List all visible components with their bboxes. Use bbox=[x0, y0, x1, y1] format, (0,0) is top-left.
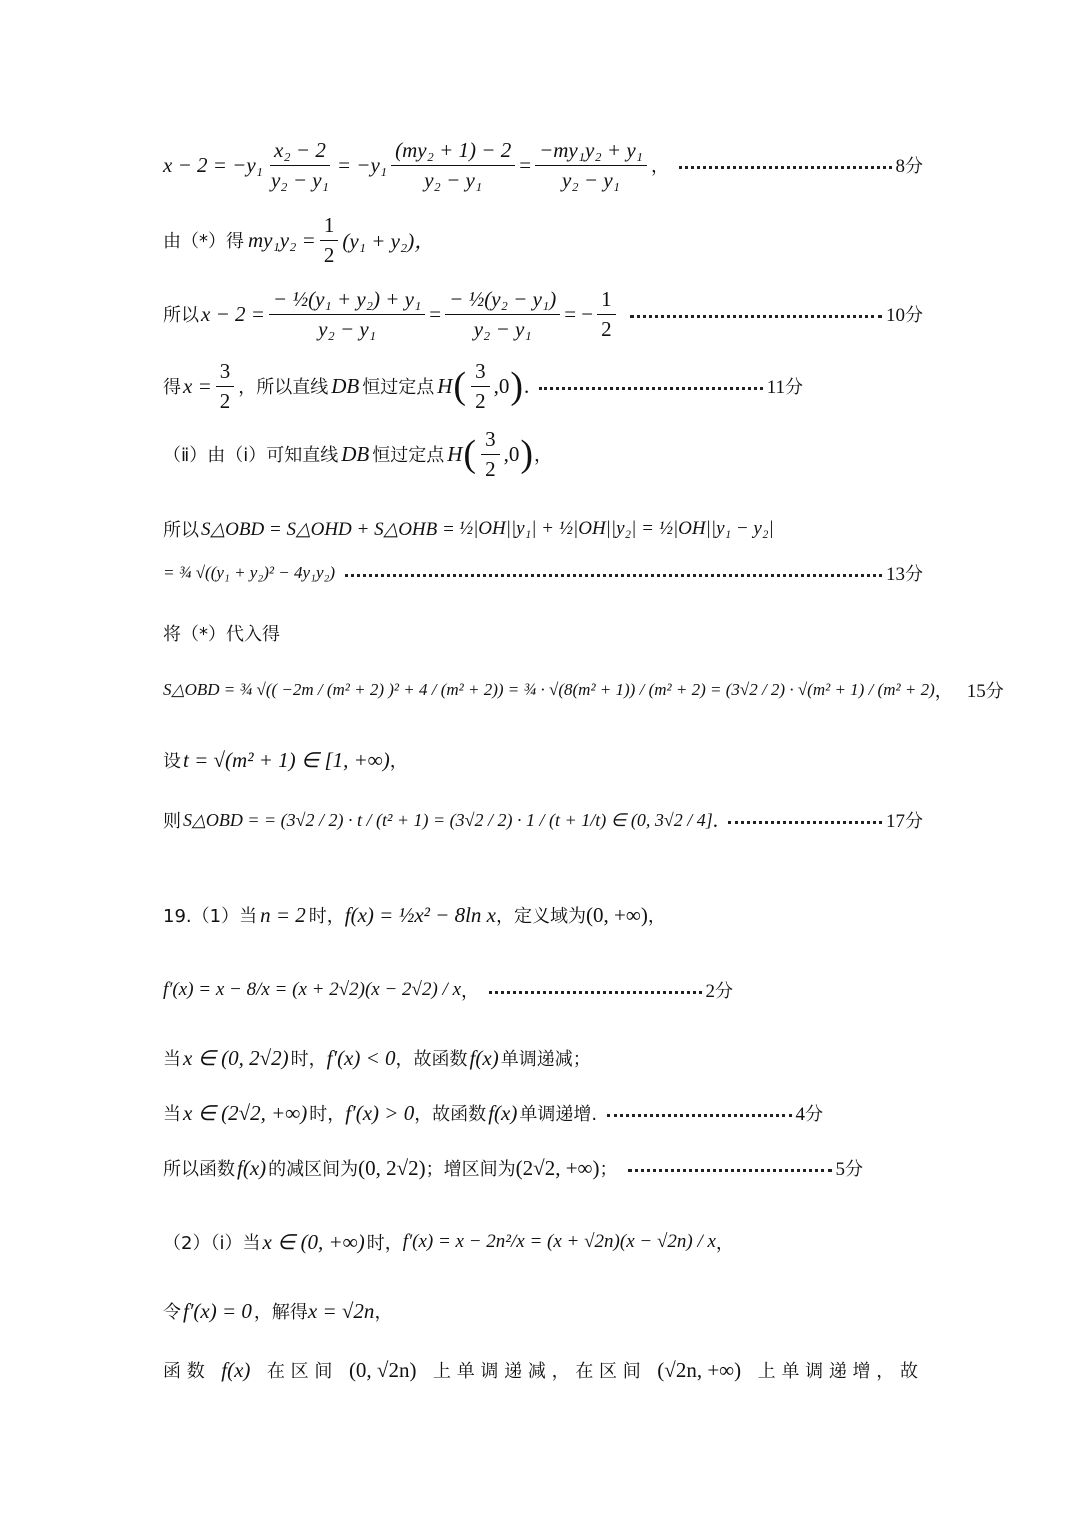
math-expr: ½|OH||y₁| + ½|OH||y₂| = ½|OH||y₁ − y₂| bbox=[458, 518, 774, 539]
line-14: 当 x ∈ (0, 2√2) 时， f′(x) < 0 ，故函数 f(x) 单调递减； bbox=[163, 1045, 591, 1070]
math-expr: = ¾ √((y₁ + y₂)² − 4y₁y₂) bbox=[163, 563, 336, 582]
line-2 bbox=[163, 212, 923, 267]
line-5: （ⅱ）由（ⅰ）可知直线 DB 恒过定点 H ( $\frac{3}{2}$ ,0 ) ， bbox=[163, 426, 552, 481]
math-expr: DB bbox=[341, 441, 370, 466]
leader-dots bbox=[630, 315, 882, 318]
line-9: S△OBD = ¾ √(( −2m / (m² + 2) )² + 4 / (m² + 2)) = ¾ · √(8(m² + 1)) / (m² + 2) = (3√2 / 2) · √(m² + 1) / (m² + 2) ， 15分 bbox=[163, 660, 923, 720]
score-label: 4分 bbox=[795, 1104, 823, 1125]
math-expr: f′(x) = 0 bbox=[183, 1298, 252, 1323]
text: ，所以直线 bbox=[238, 377, 329, 398]
text: 恒过定点 bbox=[372, 445, 445, 466]
math-expr: S△OBD = = (3√2 / 2) · t / (t² + 1) = (3√2 / 2) · 1 / (t + 1/t) ∈ (0, 3√2 / 4] bbox=[183, 809, 713, 830]
line-3: 所以 x − 2 = $\frac{\text{− ½(y₁ + y₂) + y₁}}{\text{y₂ − y₁}}$ = $\frac{\text{− ½(y₂ − y₁)}}{\text{y₂ − y₁}}$ = − $\frac{1}{2}$ 10分 bbox=[163, 286, 923, 341]
math-expr: ,0 bbox=[493, 373, 510, 398]
line-1: x − 2 = −y₁ $\frac{\text{x₂ − 2}}{\text{y₂ − y₁}}$ = −y₁ $\frac{\text{(my₂ + 1) − 2}}{\text{y₂ − y₁}}$ = $\frac{\text{−my₁y₂ + y₁}}{\text{y₂ − y₁}}$ ， 8分 bbox=[163, 137, 923, 192]
fraction: $\frac{\text{− ½(y₂ − y₁)}}{\text{y₂ − y₁}}$ bbox=[445, 287, 560, 342]
math-expr: t = √(m² + 1) ∈ [1, +∞) bbox=[183, 747, 390, 772]
math-expr: (0, √2n) bbox=[348, 1357, 417, 1382]
line-8 bbox=[163, 618, 923, 648]
math-expr: = − bbox=[564, 301, 594, 326]
math-expr: f(x) bbox=[488, 1100, 518, 1125]
math-expr: f(x) bbox=[237, 1155, 267, 1180]
leader-dots bbox=[345, 574, 882, 577]
score-label: 5分 bbox=[835, 1159, 863, 1180]
text: 19.（1）当 bbox=[163, 906, 258, 927]
fraction: $\frac{3}{2}$ bbox=[216, 359, 235, 414]
text: 当 bbox=[163, 1049, 181, 1070]
text: 将（*）代入得 bbox=[163, 624, 280, 645]
fraction: $\frac{\text{− ½(y₁ + y₂) + y₁}}{\text{y₂ − y₁}}$ bbox=[269, 287, 425, 342]
math-expr: S△OBD = S△OHD + S△OHB = bbox=[201, 518, 455, 540]
math-expr: x − 2 = −y₁ bbox=[163, 152, 263, 177]
text: 则 bbox=[163, 811, 181, 832]
text: 设 bbox=[163, 751, 181, 772]
line-17: （2）（ⅰ）当 x ∈ (0, +∞) 时， f′(x) = x − 2n²/x = (x + √2n)(x − √2n) / x ， bbox=[163, 1229, 734, 1254]
math-expr: x ∈ (2√2, +∞) bbox=[183, 1100, 308, 1125]
punct: ， bbox=[650, 156, 669, 177]
score-label: 17分 bbox=[886, 811, 923, 832]
line-15: 当 x ∈ (2√2, +∞) 时， f′(x) > 0 ，故函数 f(x) 单调递增. 4分 bbox=[163, 1100, 823, 1125]
math-expr: f′(x) > 0 bbox=[345, 1100, 415, 1125]
math-expr: n = 2 bbox=[260, 902, 306, 927]
fraction: $\frac{3}{2}$ bbox=[481, 427, 500, 482]
score-label: 11分 bbox=[766, 377, 803, 398]
text: 所以函数 bbox=[163, 1159, 235, 1180]
math-expr: f′(x) = x − 8/x = (x + 2√2)(x − 2√2) / x bbox=[163, 979, 462, 1000]
text: （2）（ⅰ）当 bbox=[163, 1233, 261, 1254]
leader-dots bbox=[607, 1114, 791, 1117]
fraction: $\frac{1}{2}$ bbox=[320, 213, 339, 268]
math-expr: (2√2, +∞) bbox=[515, 1155, 600, 1180]
line-13: f′(x) = x − 8/x = (x + 2√2)(x − 2√2) / x ， 2分 bbox=[163, 979, 733, 1002]
score-label: 2分 bbox=[705, 981, 733, 1002]
line-16: 所以函数 f(x) 的减区间为 (0, 2√2) ；增区间为 (2√2, +∞) ； 5分 bbox=[163, 1155, 863, 1180]
text: 令 bbox=[163, 1302, 181, 1323]
fraction: $\frac{\text{(my₂ + 1) − 2}}{\text{y₂ − y₁}}$ bbox=[391, 138, 515, 193]
math-expr: f(x) bbox=[469, 1045, 499, 1070]
line-11: 则 S△OBD = = (3√2 / 2) · t / (t² + 1) = (3√2 / 2) · 1 / (t + 1/t) ∈ (0, 3√2 / 4] . 17分 bbox=[163, 807, 923, 832]
fraction: $\frac{1}{2}$ bbox=[597, 287, 616, 342]
fraction: $\frac{\text{−my₁y₂ + y₁}}{\text{y₂ − y₁}}$ bbox=[535, 138, 647, 193]
text: 恒过定点 bbox=[362, 377, 435, 398]
math-expr: (0, 2√2) bbox=[358, 1155, 426, 1180]
math-expr: x − 2 = bbox=[201, 301, 265, 326]
leader-dots bbox=[679, 166, 892, 169]
math-expr: x ∈ (0, +∞) bbox=[262, 1229, 365, 1254]
line-19: 函 数 f(x) 在 区 间 (0, √2n) 上 单 调 递 减 ， 在 区 间 (√2n, +∞) 上 单 调 递 增 ， 故 bbox=[163, 1357, 918, 1382]
math-expr: (y₁ + y₂)， bbox=[342, 229, 436, 253]
fraction: $\frac{3}{2}$ bbox=[471, 359, 490, 414]
leader-dots bbox=[628, 1169, 832, 1172]
text: 当 bbox=[163, 1104, 181, 1125]
math-expr: H bbox=[447, 441, 463, 466]
fraction: $\frac{\text{x₂ − 2}}{\text{y₂ − y₁}}$ bbox=[270, 137, 329, 192]
text: 得 bbox=[163, 377, 181, 398]
line-6 bbox=[163, 505, 923, 553]
math-expr: x = √2n bbox=[307, 1298, 375, 1323]
math-expr: (0, +∞) bbox=[586, 902, 648, 927]
leader-dots bbox=[728, 821, 882, 824]
line-10: 设 t = √(m² + 1) ∈ [1, +∞) ， bbox=[163, 747, 408, 772]
text: 所以 bbox=[163, 520, 199, 541]
score-label: 15分 bbox=[966, 681, 1004, 702]
text: （ⅱ）由（ⅰ）可知直线 bbox=[163, 445, 339, 466]
text: 所以 bbox=[163, 305, 199, 326]
leader-dots bbox=[539, 387, 762, 390]
text: 由（*）得 bbox=[163, 231, 244, 252]
math-expr: x ∈ (0, 2√2) bbox=[183, 1045, 289, 1070]
math-expr: DB bbox=[331, 373, 360, 398]
line-18: 令 f′(x) = 0 ，解得 x = √2n ， bbox=[163, 1298, 393, 1323]
math-expr: f(x) = ½x² − 8ln x bbox=[344, 902, 497, 927]
score-label: 10分 bbox=[886, 305, 923, 326]
text: 函 数 bbox=[163, 1361, 205, 1382]
leader-dots bbox=[489, 991, 701, 994]
line-4: 得 x = $\frac{3}{2}$ ，所以直线 DB 恒过定点 H ( $\frac{3}{2}$ ,0 ) . 11分 bbox=[163, 358, 803, 413]
math-expr: f(x) bbox=[221, 1357, 251, 1382]
line-12: 19.（1）当 n = 2 时， f(x) = ½x² − 8ln x ，定义域为 (0, +∞) ， bbox=[163, 902, 666, 927]
math-expr: H bbox=[437, 373, 453, 398]
math-expr: (√2n, +∞) bbox=[657, 1357, 742, 1382]
math-expr: = −y₁ bbox=[336, 152, 388, 177]
math-expr: ,0 bbox=[503, 441, 520, 466]
math-expr: x = bbox=[183, 373, 212, 398]
math-expr: S△OBD = ¾ √(( −2m / (m² + 2) )² + 4 / (m² + 2)) = ¾ · √(8(m² + 1)) / (m² + 2) = (3√2 / 2) · √(m² + 1) / (m² + 2) bbox=[163, 680, 935, 699]
line-7 bbox=[163, 553, 923, 593]
score-label: 13分 bbox=[886, 564, 923, 585]
score-label: 8分 bbox=[895, 156, 923, 177]
math-expr: f′(x) < 0 bbox=[326, 1045, 396, 1070]
math-expr: f′(x) = x − 2n²/x = (x + √2n)(x − √2n) / x bbox=[402, 1231, 716, 1252]
math-expr: my₁y₂ = bbox=[248, 227, 316, 252]
